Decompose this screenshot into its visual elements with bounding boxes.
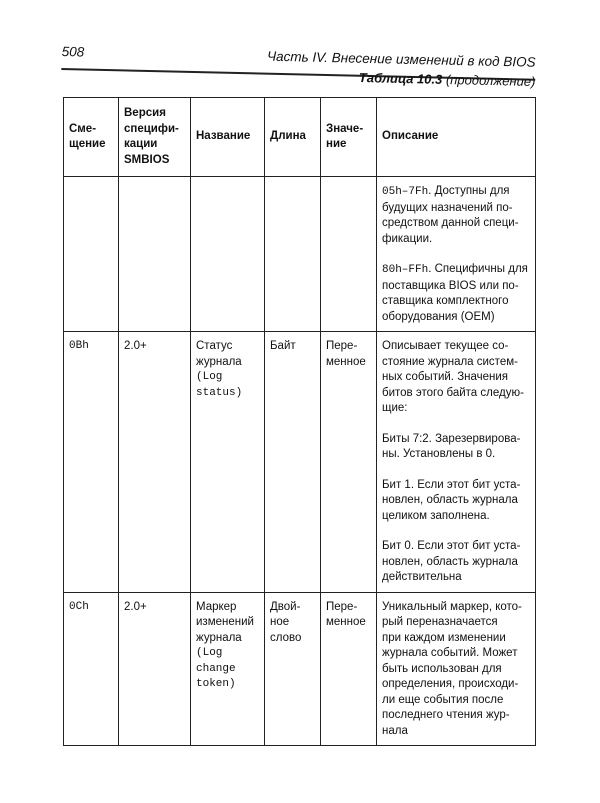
table-caption-title: Таблица 10.3 <box>359 69 443 87</box>
offset-cell: 0Ch <box>64 592 119 746</box>
version-cell <box>119 177 191 332</box>
column-header-description: Описание <box>377 98 536 177</box>
description-paragraph: Уникальный маркер, кото- рый переназначается при каждом изменении журнала событий. Может быть использован для определения, происходи- ли еще события после последнего чтения жур- нала <box>382 600 522 737</box>
description-paragraph: 80h–FFh. Специфичны для поставщика BIOS или по- ставщика комплектного оборудования (OEM) <box>382 263 528 323</box>
value-cell: Пере- менное <box>321 332 377 593</box>
description-paragraph: 05h–7Fh. Доступны для будущих назначений по- средством данной специ- фикации. <box>382 185 519 245</box>
table-body <box>64 177 536 746</box>
length-cell: Байт <box>265 332 321 593</box>
table-row <box>64 592 536 746</box>
column-header-value: Значе- ние <box>321 98 377 177</box>
description-paragraph: Бит 1. Если этот бит уста- новлен, область журнала целиком заполнена. <box>382 478 521 522</box>
value-cell: Пере- менное <box>321 592 377 746</box>
length-cell <box>265 177 321 332</box>
name-cell: Маркер изменений журнала (Log change token) <box>191 592 265 746</box>
column-header-offset: Сме- щение <box>64 98 119 177</box>
table-caption-suffix: (продолжение) <box>446 71 536 89</box>
description-cell <box>377 332 536 593</box>
running-head: Часть IV. Внесение изменений в код BIOS <box>266 48 536 70</box>
table-row <box>64 332 536 593</box>
page-number: 508 <box>61 43 85 60</box>
table-row <box>64 177 536 332</box>
offset-cell: 0Bh <box>64 332 119 593</box>
offset-cell <box>64 177 119 332</box>
table-header-row <box>64 98 536 177</box>
version-cell: 2.0+ <box>119 332 191 593</box>
name-cell <box>191 177 265 332</box>
column-header-version: Версия специфи- кации SMBIOS <box>119 98 191 177</box>
description-paragraph: Бит 0. Если этот бит уста- новлен, область журнала действительна <box>382 540 521 583</box>
data-table <box>63 97 536 746</box>
version-cell: 2.0+ <box>119 592 191 746</box>
description-paragraph: Биты 7:2. Зарезервирова- ны. Установлены в 0. <box>382 432 521 460</box>
code-range: 05h–7Fh <box>382 186 429 198</box>
code-range: 80h–FFh <box>382 264 429 276</box>
column-header-length: Длина <box>265 98 321 177</box>
length-cell: Двой- ное слово <box>265 592 321 746</box>
value-cell <box>321 177 377 332</box>
description-paragraph: Описывает текущее со- стояние журнала систем- ных событий. Значения битов этого байта следую- щие: <box>382 340 524 414</box>
table-caption <box>359 70 536 89</box>
description-cell <box>377 177 536 332</box>
name-cell: Статус журнала (Log status) <box>191 332 265 593</box>
description-cell <box>377 592 536 746</box>
column-header-name: Название <box>191 98 265 177</box>
